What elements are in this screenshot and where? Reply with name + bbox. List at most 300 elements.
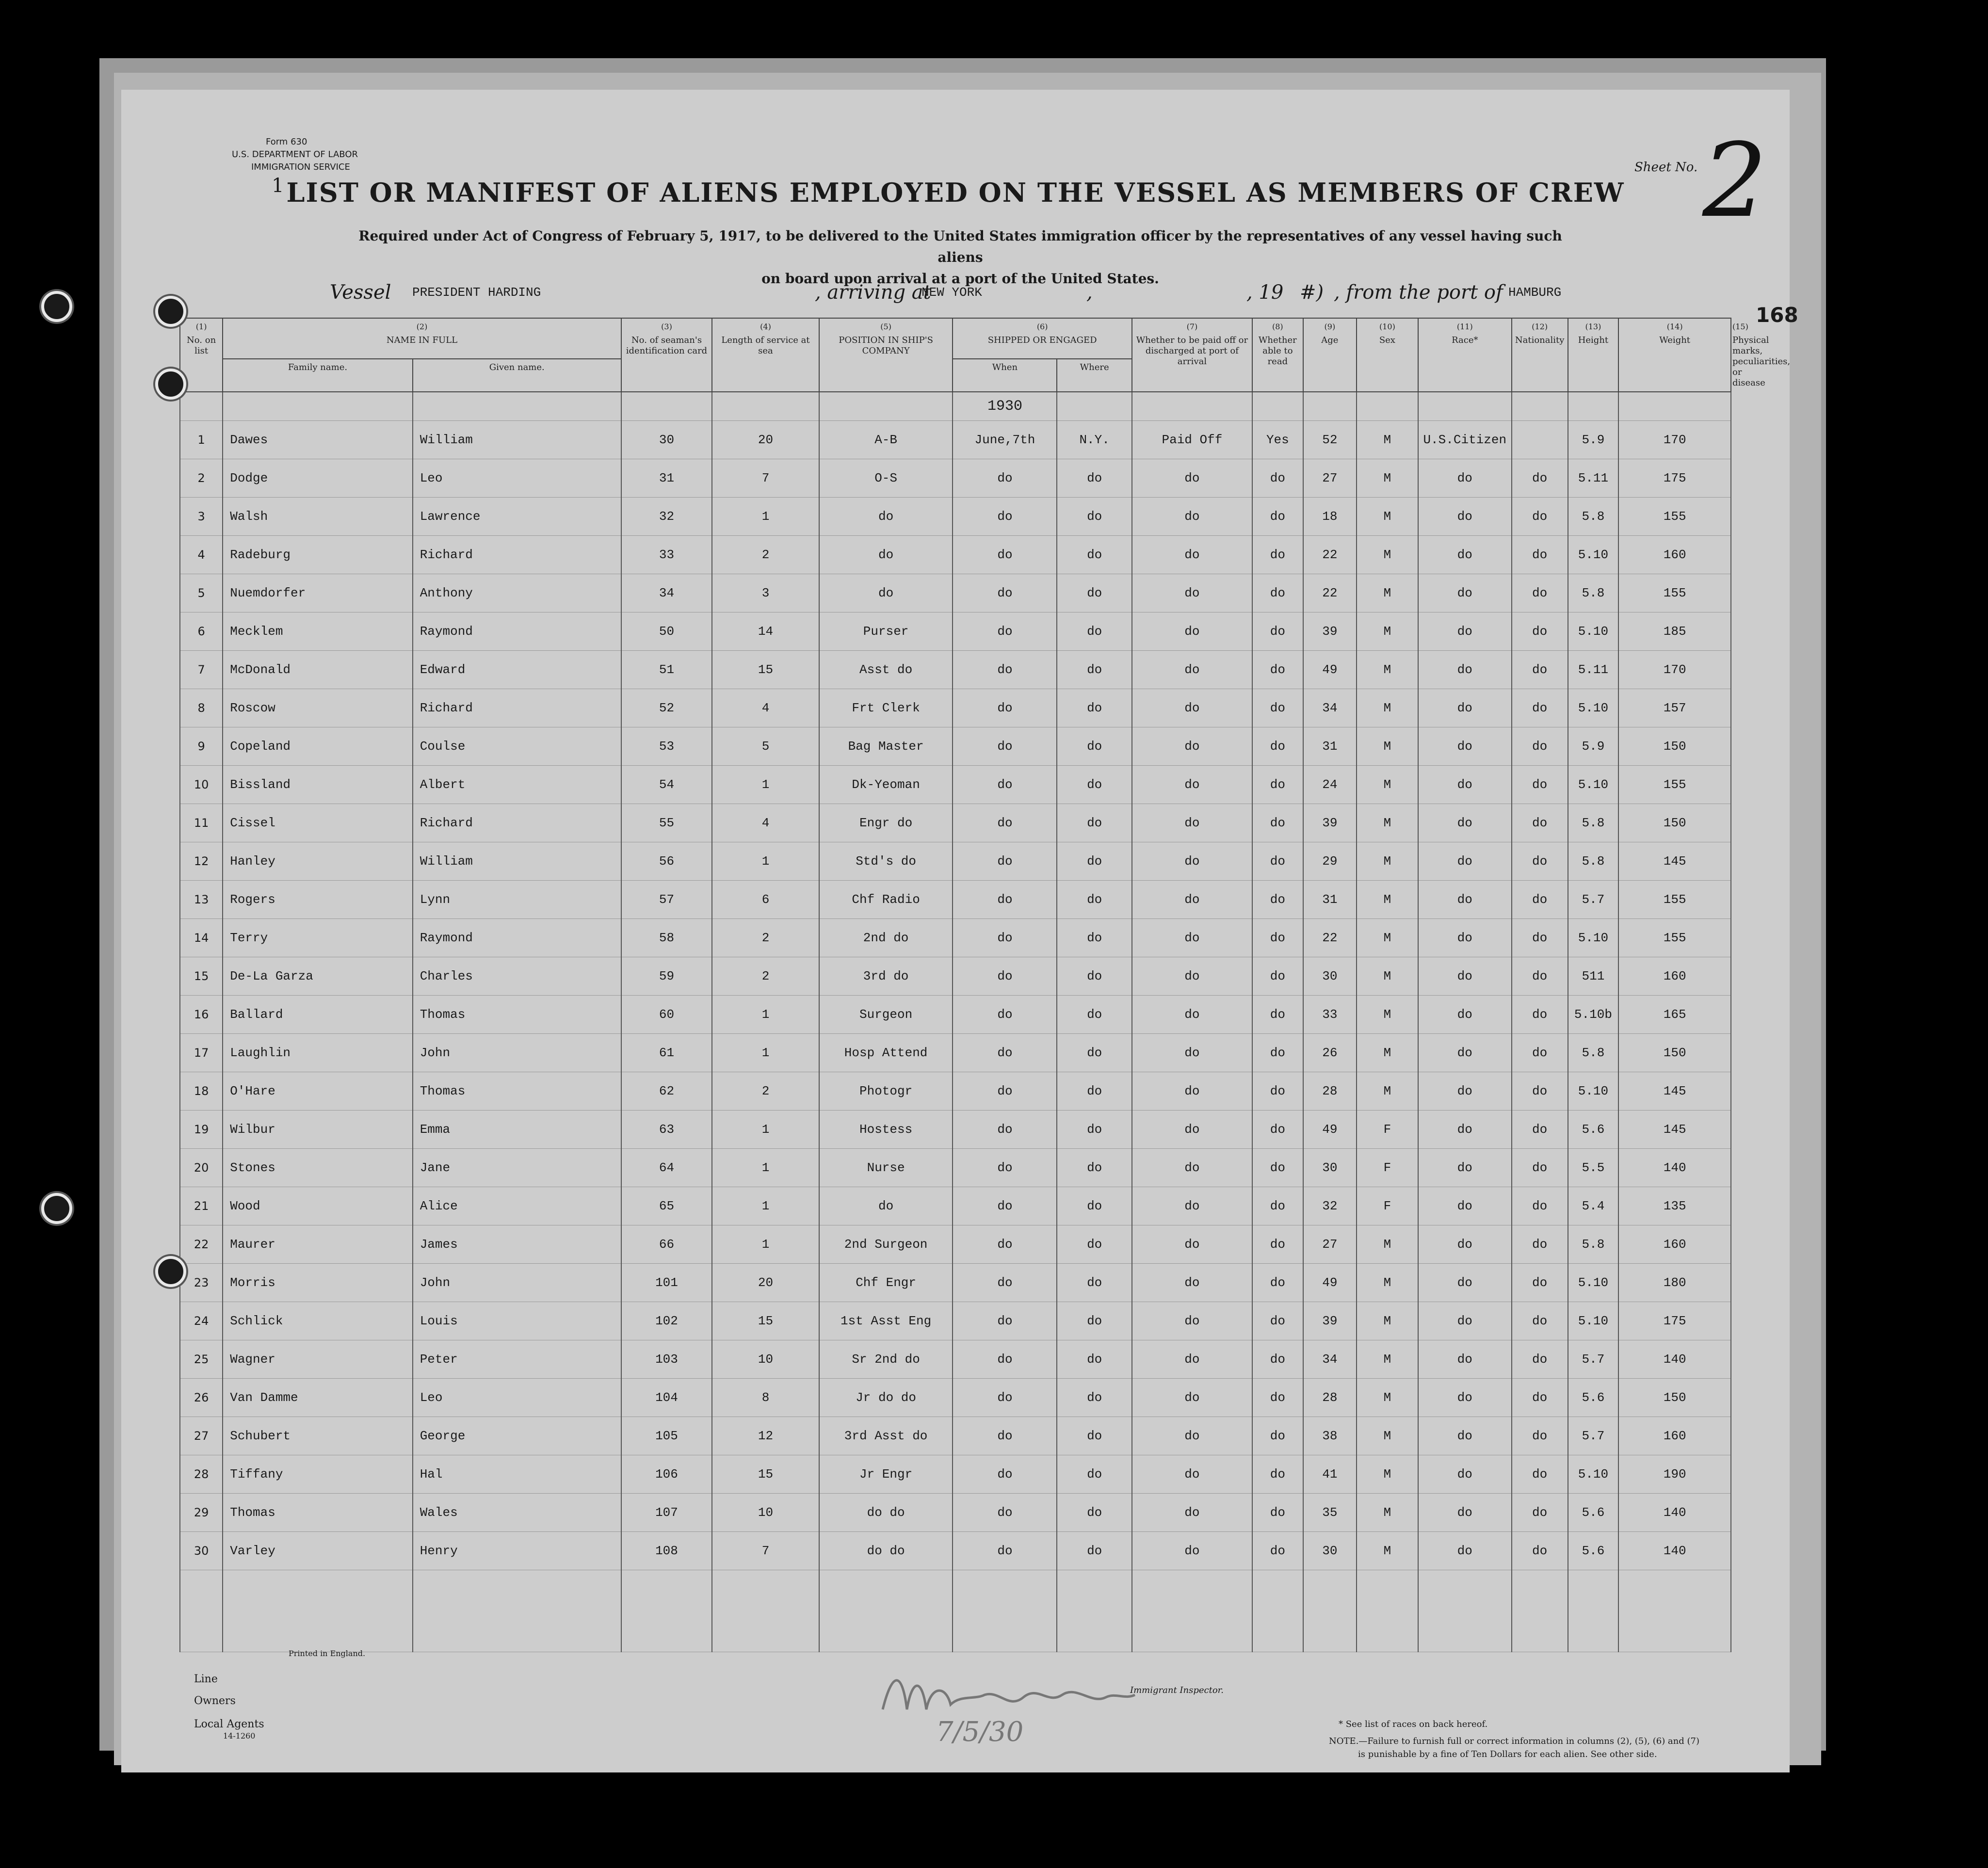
shipped-where-cell: do bbox=[1057, 1340, 1131, 1379]
age-cell: 32 bbox=[1303, 1187, 1357, 1225]
row-number-cell: 26 bbox=[180, 1379, 223, 1417]
row-number-cell: 23 bbox=[180, 1264, 223, 1302]
family-name-cell: Dodge bbox=[223, 459, 412, 498]
shipped-where-cell: do bbox=[1057, 1225, 1131, 1264]
blank-row bbox=[180, 1570, 1731, 1652]
able-to-read-cell: do bbox=[1252, 1149, 1303, 1187]
shipped-when-cell: do bbox=[953, 727, 1057, 766]
position-cell: do bbox=[819, 498, 953, 536]
race-cell bbox=[1418, 651, 1512, 689]
service-years-cell: 6 bbox=[712, 881, 819, 919]
row-number-cell: 13 bbox=[180, 881, 223, 919]
signature-graphic bbox=[863, 1651, 1261, 1748]
height-cell: 5.8 bbox=[1568, 804, 1619, 842]
blank-cell bbox=[621, 1570, 712, 1652]
race-value: do bbox=[1457, 1429, 1472, 1443]
given-name-cell: Leo bbox=[413, 459, 621, 498]
nationality-cell: do bbox=[1512, 498, 1568, 536]
card-number-cell: 31 bbox=[621, 459, 712, 498]
card-number-cell: 53 bbox=[621, 727, 712, 766]
service-name: IMMIGRATION SERVICE bbox=[251, 162, 350, 172]
able-to-read-cell: do bbox=[1252, 574, 1303, 612]
race-cell bbox=[1418, 996, 1512, 1034]
sex-cell: M bbox=[1357, 804, 1418, 842]
nationality-cell: do bbox=[1512, 1187, 1568, 1225]
blank-cell bbox=[180, 1570, 223, 1652]
able-to-read-cell: do bbox=[1252, 1187, 1303, 1225]
card-number-cell: 55 bbox=[621, 804, 712, 842]
position-cell: Asst do bbox=[819, 651, 953, 689]
penalty-note-2: is punishable by a fine of Ten Dollars for each alien. See other side. bbox=[1358, 1749, 1657, 1759]
weight-cell: 165 bbox=[1618, 996, 1731, 1034]
nationality-cell: do bbox=[1512, 1494, 1568, 1532]
crew-manifest-table: (1) No. on list (2) NAME IN FULL (3) No. of seaman's identification card (4) Length of service at sea (5) POSITION IN SHIP'S COMPANY (6) SHIPPED OR ENGAGED (7) Whether to be paid off or discharged at port of arrival (8) Whether able to read (9) Age (10) Sex (11) Race* (12) Nationality (13) Height (14) Weight (15) Physical marks, peculiarities, or disease Family name. Given name. When Where 1930 1 Dawes William 30 20 A-B June,7th N.Y. Paid Off Yes 52 M U.S.Citizen 5.9 170 2 Dodge Leo 31 7 O-S do do do do 27 M do do 5.11 175 3 Walsh Lawrence 32 1 do do do do do 18 M do do 5.8 155 4 Radeburg Richard 33 2 do do do do do 22 M do do 5.10 160 5 Nuemdorfer Anthony 34 3 do do do do do 22 M do do 5.8 155 6 Mecklem Raymond 50 14 Purser do do do do 39 M do do 5.10 185 7 McDonald Edward 51 15 Asst do do do do do 49 M do do 5.11 170 8 Roscow Richard 52 4 Frt Clerk do do do do 34 M do do 5.10 157 9 Copeland Coulse 53 5 Bag Master do do do do 31 M do do 5.9 150 10 Bissland Albert 54 1 Dk-Yeoman do do do do 24 M do do 5.10 155 11 Cissel Richard 55 4 Engr do do do do do 39 M do do 5.8 150 12 Hanley William 56 1 Std's do do do do do 29 M do do 5.8 145 13 Rogers Lynn 57 6 Chf Radio do do do do 31 M do do 5.7 155 14 Terry Raymond 58 2 2nd do do do do do 22 M do do 5.10 155 15 De-La Garza Charles 59 2 3rd do do do do do 30 M do do 511 160 16 Ballard Thomas 60 1 Surgeon do do do do 33 M do do 5.10b 165 17 Laughlin John 61 1 Hosp Attend do do do do 26 M do do 5.8 150 18 O'Hare Thomas 62 2 Photogr do do do do 28 M do do 5.10 145 19 Wilbur Emma 63 1 Hostess do do do do 49 F do do 5.6 145 20 Stones Jane 64 1 Nurse do do do do 30 F do do 5.5 140 21 Wood Alice 65 1 do do do do do 32 F do do 5.4 135 22 Maurer James 66 1 2nd Surgeon do do do do 27 M do do 5.8 160 23 Morris John 101 20 Chf Engr do do do do 49 M do do 5.10 180 24 Schlick Louis 102 15 1st Asst Eng do do do do 39 M do do 5.10 175 25 Wagner Peter 103 10 Sr 2nd do do do do do 34 M do do 5.7 140 26 Van Damme Leo 104 8 Jr do do do do do do 28 M do do 5.6 150 27 Schubert George 105 12 3rd Asst do do do do do 38 M do do 5.7 160 28 Tiffany Hal 106 15 Jr Engr do do do do 41 M do do 5.10 190 29 Thomas Wales 107 10 do do do do do do 35 M do do 5.6 140 30 Varley Henry 108 7 do do do do do do 30 M do do 5.6 140 bbox=[179, 318, 1731, 1652]
able-to-read-cell: do bbox=[1252, 1072, 1303, 1111]
vessel-line bbox=[330, 281, 1736, 306]
weight-cell: 145 bbox=[1618, 842, 1731, 881]
height-cell: 5.10 bbox=[1568, 1264, 1619, 1302]
row-number-cell: 9 bbox=[180, 727, 223, 766]
paid-off-cell: do bbox=[1132, 1264, 1252, 1302]
shipped-when-cell: do bbox=[953, 689, 1057, 727]
table-row bbox=[180, 1455, 1731, 1494]
blank-cell bbox=[1618, 1570, 1731, 1652]
able-to-read-cell: do bbox=[1252, 1111, 1303, 1149]
weight-cell: 190 bbox=[1618, 1455, 1731, 1494]
sex-cell: M bbox=[1357, 1034, 1418, 1072]
paid-off-cell: do bbox=[1132, 612, 1252, 651]
card-number-cell: 57 bbox=[621, 881, 712, 919]
race-cell bbox=[1418, 1532, 1512, 1570]
family-name-cell: Ballard bbox=[223, 996, 412, 1034]
table-row bbox=[180, 459, 1731, 498]
given-name-cell: Coulse bbox=[413, 727, 621, 766]
header-family-name: Family name. bbox=[223, 359, 412, 392]
paid-off-cell: do bbox=[1132, 1340, 1252, 1379]
binder-hole bbox=[155, 369, 186, 400]
age-cell: 22 bbox=[1303, 574, 1357, 612]
family-name-cell: Cissel bbox=[223, 804, 412, 842]
table-row bbox=[180, 766, 1731, 804]
card-number-cell: 66 bbox=[621, 1225, 712, 1264]
blank-cell bbox=[819, 1570, 953, 1652]
weight-cell: 180 bbox=[1618, 1264, 1731, 1302]
service-years-cell: 4 bbox=[712, 804, 819, 842]
shipped-when-cell: June,7th bbox=[953, 421, 1057, 459]
sex-cell: M bbox=[1357, 536, 1418, 574]
weight-cell: 140 bbox=[1618, 1340, 1731, 1379]
height-cell: 5.10 bbox=[1568, 1455, 1619, 1494]
arriving-label: , arriving at bbox=[815, 281, 931, 304]
given-name-cell: Richard bbox=[413, 804, 621, 842]
row-number-cell: 29 bbox=[180, 1494, 223, 1532]
race-value: do bbox=[1457, 1275, 1472, 1290]
race-value: do bbox=[1457, 739, 1472, 754]
service-years-cell: 3 bbox=[712, 574, 819, 612]
form-number: Form 630 bbox=[266, 137, 307, 147]
race-cell bbox=[1418, 1455, 1512, 1494]
given-name-cell: Louis bbox=[413, 1302, 621, 1340]
race-cell bbox=[1418, 1111, 1512, 1149]
row-number-cell: 12 bbox=[180, 842, 223, 881]
service-years-cell: 2 bbox=[712, 919, 819, 957]
family-name-cell: Wilbur bbox=[223, 1111, 412, 1149]
sex-cell: M bbox=[1357, 727, 1418, 766]
height-cell: 5.7 bbox=[1568, 1417, 1619, 1455]
nationality-cell: do bbox=[1512, 1225, 1568, 1264]
family-name-cell: Copeland bbox=[223, 727, 412, 766]
paid-off-cell: do bbox=[1132, 1494, 1252, 1532]
shipped-when-cell: do bbox=[953, 1532, 1057, 1570]
sex-cell: M bbox=[1357, 459, 1418, 498]
race-cell bbox=[1418, 1340, 1512, 1379]
card-number-cell: 107 bbox=[621, 1494, 712, 1532]
race-cell bbox=[1418, 919, 1512, 957]
service-years-cell: 20 bbox=[712, 1264, 819, 1302]
height-cell: 5.9 bbox=[1568, 421, 1619, 459]
shipped-when-cell: do bbox=[953, 1072, 1057, 1111]
shipped-where-cell: do bbox=[1057, 1455, 1131, 1494]
able-to-read-cell: do bbox=[1252, 1532, 1303, 1570]
printed-in-note: Printed in England. bbox=[289, 1649, 366, 1658]
race-cell bbox=[1418, 1302, 1512, 1340]
sex-cell: M bbox=[1357, 1072, 1418, 1111]
race-cell bbox=[1418, 881, 1512, 919]
position-cell: Nurse bbox=[819, 1149, 953, 1187]
card-number-cell: 64 bbox=[621, 1149, 712, 1187]
header-sex: (10) Sex bbox=[1357, 318, 1418, 392]
race-value: do bbox=[1457, 1390, 1472, 1405]
weight-cell: 157 bbox=[1618, 689, 1731, 727]
nationality-cell: do bbox=[1512, 881, 1568, 919]
given-name-cell: Lawrence bbox=[413, 498, 621, 536]
given-name-cell: Hal bbox=[413, 1455, 621, 1494]
race-value: do bbox=[1457, 1046, 1472, 1060]
paid-off-cell: do bbox=[1132, 1034, 1252, 1072]
weight-cell: 140 bbox=[1618, 1149, 1731, 1187]
family-name-cell: Bissland bbox=[223, 766, 412, 804]
paid-off-cell: do bbox=[1132, 574, 1252, 612]
height-cell: 5.10 bbox=[1568, 1302, 1619, 1340]
card-number-cell: 102 bbox=[621, 1302, 712, 1340]
given-name-cell: Thomas bbox=[413, 996, 621, 1034]
header-height: (13) Height bbox=[1568, 318, 1619, 392]
nationality-cell: do bbox=[1512, 1379, 1568, 1417]
service-years-cell: 12 bbox=[712, 1417, 819, 1455]
age-cell: 41 bbox=[1303, 1455, 1357, 1494]
age-cell: 27 bbox=[1303, 1225, 1357, 1264]
card-number-cell: 105 bbox=[621, 1417, 712, 1455]
row-number-cell: 6 bbox=[180, 612, 223, 651]
position-cell: 1st Asst Eng bbox=[819, 1302, 953, 1340]
race-cell bbox=[1418, 498, 1512, 536]
header-service: (4) Length of service at sea bbox=[712, 318, 819, 392]
height-cell: 5.5 bbox=[1568, 1149, 1619, 1187]
blank-cell bbox=[712, 1570, 819, 1652]
row-number-cell: 14 bbox=[180, 919, 223, 957]
sex-cell: M bbox=[1357, 1340, 1418, 1379]
shipped-where-cell: do bbox=[1057, 1072, 1131, 1111]
able-to-read-cell: do bbox=[1252, 919, 1303, 957]
race-value: do bbox=[1457, 1352, 1472, 1367]
weight-cell: 150 bbox=[1618, 804, 1731, 842]
nationality-cell: do bbox=[1512, 1532, 1568, 1570]
sex-cell: M bbox=[1357, 1264, 1418, 1302]
sheet-number: 2 bbox=[1702, 121, 1767, 240]
binder-hole bbox=[41, 1193, 72, 1224]
row-number-cell: 1 bbox=[180, 421, 223, 459]
nationality-cell: do bbox=[1512, 842, 1568, 881]
row-number-cell: 28 bbox=[180, 1455, 223, 1494]
table-row bbox=[180, 421, 1731, 459]
card-number-cell: 103 bbox=[621, 1340, 712, 1379]
shipped-when-cell: do bbox=[953, 1494, 1057, 1532]
height-cell: 5.7 bbox=[1568, 1340, 1619, 1379]
service-years-cell: 7 bbox=[712, 1532, 819, 1570]
document-subtitle bbox=[339, 225, 1581, 290]
able-to-read-cell: do bbox=[1252, 842, 1303, 881]
shipped-when-cell: do bbox=[953, 957, 1057, 996]
shipped-when-cell: do bbox=[953, 612, 1057, 651]
row-number-cell: 8 bbox=[180, 689, 223, 727]
weight-cell: 145 bbox=[1618, 1111, 1731, 1149]
given-name-cell: Richard bbox=[413, 689, 621, 727]
sex-cell: M bbox=[1357, 881, 1418, 919]
sex-cell: M bbox=[1357, 766, 1418, 804]
service-years-cell: 1 bbox=[712, 996, 819, 1034]
race-value: do bbox=[1457, 548, 1472, 562]
table-row bbox=[180, 1494, 1731, 1532]
card-number-cell: 51 bbox=[621, 651, 712, 689]
nationality-cell: do bbox=[1512, 996, 1568, 1034]
able-to-read-cell: do bbox=[1252, 996, 1303, 1034]
shipped-where-cell: N.Y. bbox=[1057, 421, 1131, 459]
family-name-cell: Walsh bbox=[223, 498, 412, 536]
sex-cell: M bbox=[1357, 651, 1418, 689]
age-cell: 18 bbox=[1303, 498, 1357, 536]
paid-off-cell: do bbox=[1132, 1225, 1252, 1264]
age-cell: 28 bbox=[1303, 1072, 1357, 1111]
form-header bbox=[232, 136, 358, 174]
given-name-cell: Henry bbox=[413, 1532, 621, 1570]
sex-cell: F bbox=[1357, 1187, 1418, 1225]
paid-off-cell: do bbox=[1132, 1111, 1252, 1149]
given-name-cell: Raymond bbox=[413, 919, 621, 957]
paid-off-cell: do bbox=[1132, 804, 1252, 842]
sex-cell: M bbox=[1357, 1455, 1418, 1494]
document-title: LIST OR MANIFEST OF ALIENS EMPLOYED ON THE VESSEL AS MEMBERS OF CREW bbox=[286, 177, 1625, 208]
paid-off-cell: Paid Off bbox=[1132, 421, 1252, 459]
shipped-where-cell: do bbox=[1057, 804, 1131, 842]
weight-cell: 155 bbox=[1618, 498, 1731, 536]
service-years-cell: 20 bbox=[712, 421, 819, 459]
able-to-read-cell: do bbox=[1252, 1302, 1303, 1340]
agents-code: 14-1260 bbox=[223, 1731, 256, 1740]
table-row bbox=[180, 1532, 1731, 1570]
position-cell: 3rd do bbox=[819, 957, 953, 996]
from-port: HAMBURG bbox=[1508, 285, 1562, 300]
table-row bbox=[180, 1187, 1731, 1225]
age-cell: 39 bbox=[1303, 804, 1357, 842]
position-cell: do bbox=[819, 1187, 953, 1225]
paid-off-cell: do bbox=[1132, 996, 1252, 1034]
race-cell bbox=[1418, 459, 1512, 498]
shipped-when-cell: do bbox=[953, 842, 1057, 881]
position-cell: do do bbox=[819, 1532, 953, 1570]
shipped-when-cell: do bbox=[953, 881, 1057, 919]
row-number-cell: 27 bbox=[180, 1417, 223, 1455]
age-cell: 22 bbox=[1303, 919, 1357, 957]
paid-off-cell: do bbox=[1132, 766, 1252, 804]
weight-cell: 160 bbox=[1618, 1417, 1731, 1455]
shipped-where-cell: do bbox=[1057, 727, 1131, 766]
table-row bbox=[180, 996, 1731, 1034]
weight-cell: 155 bbox=[1618, 574, 1731, 612]
sex-cell: M bbox=[1357, 689, 1418, 727]
card-number-cell: 63 bbox=[621, 1111, 712, 1149]
position-cell: Sr 2nd do bbox=[819, 1340, 953, 1379]
position-cell: Bag Master bbox=[819, 727, 953, 766]
able-to-read-cell: do bbox=[1252, 804, 1303, 842]
binder-hole bbox=[155, 1256, 186, 1287]
age-cell: 22 bbox=[1303, 536, 1357, 574]
position-cell: 3rd Asst do bbox=[819, 1417, 953, 1455]
shipped-where-cell: do bbox=[1057, 1417, 1131, 1455]
position-cell: Hosp Attend bbox=[819, 1034, 953, 1072]
given-name-cell: Alice bbox=[413, 1187, 621, 1225]
shipped-where-cell: do bbox=[1057, 612, 1131, 651]
shipped-where-cell: do bbox=[1057, 881, 1131, 919]
weight-cell: 145 bbox=[1618, 1072, 1731, 1111]
service-years-cell: 2 bbox=[712, 957, 819, 996]
family-name-cell: Varley bbox=[223, 1532, 412, 1570]
able-to-read-cell: do bbox=[1252, 1494, 1303, 1532]
header-race: (11) Race* bbox=[1418, 318, 1512, 392]
given-name-cell: Jane bbox=[413, 1149, 621, 1187]
subtitle-line-2: on board upon arrival at a port of the United States. bbox=[761, 271, 1159, 287]
sex-cell: M bbox=[1357, 1532, 1418, 1570]
nationality-cell: do bbox=[1512, 1264, 1568, 1302]
family-name-cell: Laughlin bbox=[223, 1034, 412, 1072]
table-row bbox=[180, 804, 1731, 842]
binder-hole bbox=[155, 296, 186, 327]
service-years-cell: 15 bbox=[712, 1455, 819, 1494]
nationality-cell: do bbox=[1512, 919, 1568, 957]
given-name-cell: Albert bbox=[413, 766, 621, 804]
paid-off-cell: do bbox=[1132, 842, 1252, 881]
weight-cell: 160 bbox=[1618, 957, 1731, 996]
nationality-cell: do bbox=[1512, 689, 1568, 727]
race-cell bbox=[1418, 1417, 1512, 1455]
header-age: (9) Age bbox=[1303, 318, 1357, 392]
position-cell: Std's do bbox=[819, 842, 953, 881]
position-cell: 2nd Surgeon bbox=[819, 1225, 953, 1264]
age-cell: 35 bbox=[1303, 1494, 1357, 1532]
able-to-read-cell: do bbox=[1252, 1034, 1303, 1072]
blank-cell bbox=[223, 1570, 412, 1652]
race-value: U.S.Citizen bbox=[1423, 433, 1507, 447]
height-cell: 5.10 bbox=[1568, 612, 1619, 651]
nationality-cell: do bbox=[1512, 1111, 1568, 1149]
weight-cell: 150 bbox=[1618, 727, 1731, 766]
card-number-cell: 60 bbox=[621, 996, 712, 1034]
height-cell: 5.6 bbox=[1568, 1532, 1619, 1570]
table-row bbox=[180, 1225, 1731, 1264]
family-name-cell: Wood bbox=[223, 1187, 412, 1225]
service-years-cell: 10 bbox=[712, 1340, 819, 1379]
table-row bbox=[180, 727, 1731, 766]
blank-cell bbox=[1418, 1570, 1512, 1652]
given-name-cell: Lynn bbox=[413, 881, 621, 919]
nationality-cell: do bbox=[1512, 459, 1568, 498]
sex-cell: F bbox=[1357, 1111, 1418, 1149]
year-value: #) bbox=[1300, 281, 1324, 304]
age-cell: 33 bbox=[1303, 996, 1357, 1034]
table-row bbox=[180, 1072, 1731, 1111]
separator-comma: , bbox=[1086, 281, 1093, 304]
height-cell: 5.6 bbox=[1568, 1494, 1619, 1532]
line-label: Line bbox=[194, 1673, 218, 1685]
shipped-where-cell: do bbox=[1057, 1379, 1131, 1417]
table-row bbox=[180, 1264, 1731, 1302]
card-number-cell: 52 bbox=[621, 689, 712, 727]
weight-cell: 155 bbox=[1618, 766, 1731, 804]
local-agents-label: Local Agents bbox=[194, 1718, 264, 1730]
service-years-cell: 1 bbox=[712, 766, 819, 804]
position-cell: Photogr bbox=[819, 1072, 953, 1111]
able-to-read-cell: do bbox=[1252, 536, 1303, 574]
shipped-where-cell: do bbox=[1057, 1034, 1131, 1072]
race-cell bbox=[1418, 766, 1512, 804]
shipped-where-cell: do bbox=[1057, 957, 1131, 996]
nationality-cell bbox=[1512, 421, 1568, 459]
weight-cell: 150 bbox=[1618, 1034, 1731, 1072]
paid-off-cell: do bbox=[1132, 727, 1252, 766]
position-cell: Jr Engr bbox=[819, 1455, 953, 1494]
nationality-cell: do bbox=[1512, 612, 1568, 651]
row-number-cell: 5 bbox=[180, 574, 223, 612]
given-name-cell: Emma bbox=[413, 1111, 621, 1149]
blank-cell bbox=[1568, 1570, 1619, 1652]
arriving-port: NEW YORK bbox=[921, 285, 982, 300]
shipped-when-cell: do bbox=[953, 536, 1057, 574]
sex-cell: M bbox=[1357, 996, 1418, 1034]
shipped-where-cell: do bbox=[1057, 996, 1131, 1034]
paid-off-cell: do bbox=[1132, 651, 1252, 689]
header-shipped: (6) SHIPPED OR ENGAGED bbox=[953, 318, 1131, 359]
able-to-read-cell: do bbox=[1252, 766, 1303, 804]
given-name-cell: James bbox=[413, 1225, 621, 1264]
header-name: (2) NAME IN FULL bbox=[223, 318, 621, 359]
race-value: do bbox=[1457, 471, 1472, 485]
race-cell bbox=[1418, 421, 1512, 459]
paid-off-cell: do bbox=[1132, 498, 1252, 536]
position-cell: Surgeon bbox=[819, 996, 953, 1034]
department-name: U.S. DEPARTMENT OF LABOR bbox=[232, 149, 358, 160]
able-to-read-cell: do bbox=[1252, 651, 1303, 689]
binder-hole bbox=[41, 291, 72, 322]
card-number-cell: 108 bbox=[621, 1532, 712, 1570]
shipped-when-cell: do bbox=[953, 1455, 1057, 1494]
page-number: 168 bbox=[1756, 303, 1798, 327]
given-name-cell: George bbox=[413, 1417, 621, 1455]
height-cell: 5.7 bbox=[1568, 881, 1619, 919]
given-name-cell: Raymond bbox=[413, 612, 621, 651]
shipped-where-cell: do bbox=[1057, 498, 1131, 536]
able-to-read-cell: do bbox=[1252, 1455, 1303, 1494]
shipped-where-cell: do bbox=[1057, 1302, 1131, 1340]
race-value: do bbox=[1457, 969, 1472, 983]
